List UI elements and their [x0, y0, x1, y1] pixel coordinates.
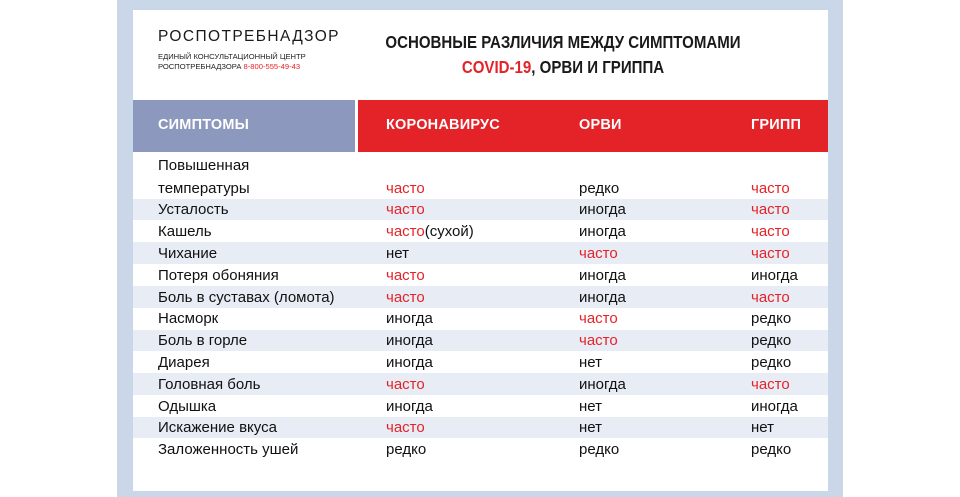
table-row: [133, 286, 828, 308]
table-row: [133, 417, 828, 439]
table-row: [133, 439, 828, 461]
symptom-name: Насморк: [158, 310, 219, 328]
poster-card: [133, 10, 828, 491]
orvi-value: редко: [579, 179, 620, 197]
symptom-name: Кашель: [158, 223, 212, 241]
orvi-value: иногда: [579, 375, 626, 393]
column-header-symptoms-label: СИМПТОМЫ: [158, 117, 250, 133]
orvi-value: иногда: [579, 223, 626, 241]
flu-value: нет: [751, 419, 774, 437]
table-row: [133, 199, 828, 221]
table-row: [133, 221, 828, 243]
symptom-name: Головная боль: [158, 375, 261, 393]
title-covid: COVID-19: [461, 57, 532, 77]
org-logo: [158, 28, 340, 72]
orvi-value: иногда: [579, 288, 626, 306]
column-header-flu: ГРИПП: [751, 117, 802, 133]
orvi-value: часто: [579, 244, 618, 262]
flu-value: иногда: [751, 397, 798, 415]
flu-value: часто: [751, 375, 790, 393]
orvi-value: иногда: [579, 266, 626, 284]
orvi-value: иногда: [579, 201, 626, 219]
table-row: [133, 264, 828, 286]
flu-value: иногда: [751, 266, 798, 284]
symptom-name: Боль в горле: [158, 332, 248, 350]
column-header-covid: КОРОНАВИРУС: [386, 117, 500, 133]
table-row: [133, 308, 828, 330]
symptom-name: Потеря обоняния: [158, 266, 279, 284]
covid-value: часто: [386, 266, 425, 284]
table-row: [133, 395, 828, 417]
org-subtitle-line1: ЕДИНЫЙ КОНСУЛЬТАЦИОННЫЙ ЦЕНТР: [158, 52, 306, 61]
table-row: [133, 330, 828, 352]
table-row: [133, 351, 828, 373]
covid-value: иногда: [386, 353, 433, 371]
flu-value: редко: [751, 332, 792, 350]
covid-value: часто: [386, 375, 425, 393]
flu-value: часто: [751, 244, 790, 262]
covid-value: часто: [386, 179, 425, 197]
column-header-symptoms: [133, 100, 355, 152]
orvi-value: нет: [579, 353, 602, 371]
covid-note: (сухой): [424, 223, 474, 241]
org-phone: 8-800-555-49-43: [243, 62, 301, 71]
orvi-value: часто: [579, 310, 618, 328]
covid-value: нет: [386, 244, 409, 262]
symptom-name: Одышка: [158, 397, 217, 415]
column-header-group: [358, 100, 828, 152]
org-subtitle-line2-text: РОСПОТРЕБНАДЗОРА: [158, 62, 242, 71]
orvi-value: редко: [579, 441, 620, 459]
org-subtitle-line2: [158, 62, 340, 72]
title-rest: , ОРВИ И ГРИППА: [531, 57, 665, 77]
covid-value: иногда: [386, 332, 433, 350]
symptom-name: Искажение вкуса: [158, 419, 277, 437]
covid-value: иногда: [386, 310, 433, 328]
symptom-name: Усталость: [158, 201, 229, 219]
symptom-name: Заложенность ушей: [158, 441, 299, 459]
flu-value: редко: [751, 310, 792, 328]
page-title: [378, 30, 748, 80]
covid-value: часто: [386, 201, 425, 219]
orvi-value: нет: [579, 419, 602, 437]
table-row: [133, 373, 828, 395]
covid-value: часто: [386, 223, 425, 241]
table-row: [133, 242, 828, 264]
org-name: РОСПОТРЕБНАДЗОР: [158, 28, 340, 45]
flu-value: редко: [751, 441, 792, 459]
flu-value: часто: [751, 179, 790, 197]
title-line2: [378, 55, 748, 80]
covid-value: иногда: [386, 397, 433, 415]
orvi-value: нет: [579, 397, 602, 415]
org-subtitle: [158, 52, 340, 72]
symptom-name-line1: Повышенная: [158, 157, 250, 174]
title-line1: ОСНОВНЫЕ РАЗЛИЧИЯ МЕЖДУ СИМПТОМАМИ: [385, 32, 741, 52]
covid-cell: [386, 223, 474, 240]
covid-value: часто: [386, 419, 425, 437]
symptom-name: Чихание: [158, 244, 218, 262]
flu-value: часто: [751, 288, 790, 306]
orvi-value: часто: [579, 332, 618, 350]
covid-value: часто: [386, 288, 425, 306]
symptom-name-line2: температуры: [158, 179, 250, 197]
covid-value: редко: [386, 441, 427, 459]
flu-value: редко: [751, 353, 792, 371]
flu-value: часто: [751, 223, 790, 241]
table-row: [133, 157, 828, 199]
flu-value: часто: [751, 201, 790, 219]
symptom-name: Диарея: [158, 353, 210, 371]
column-header-orvi: ОРВИ: [579, 117, 622, 133]
symptom-name: Боль в суставах (ломота): [158, 288, 335, 306]
